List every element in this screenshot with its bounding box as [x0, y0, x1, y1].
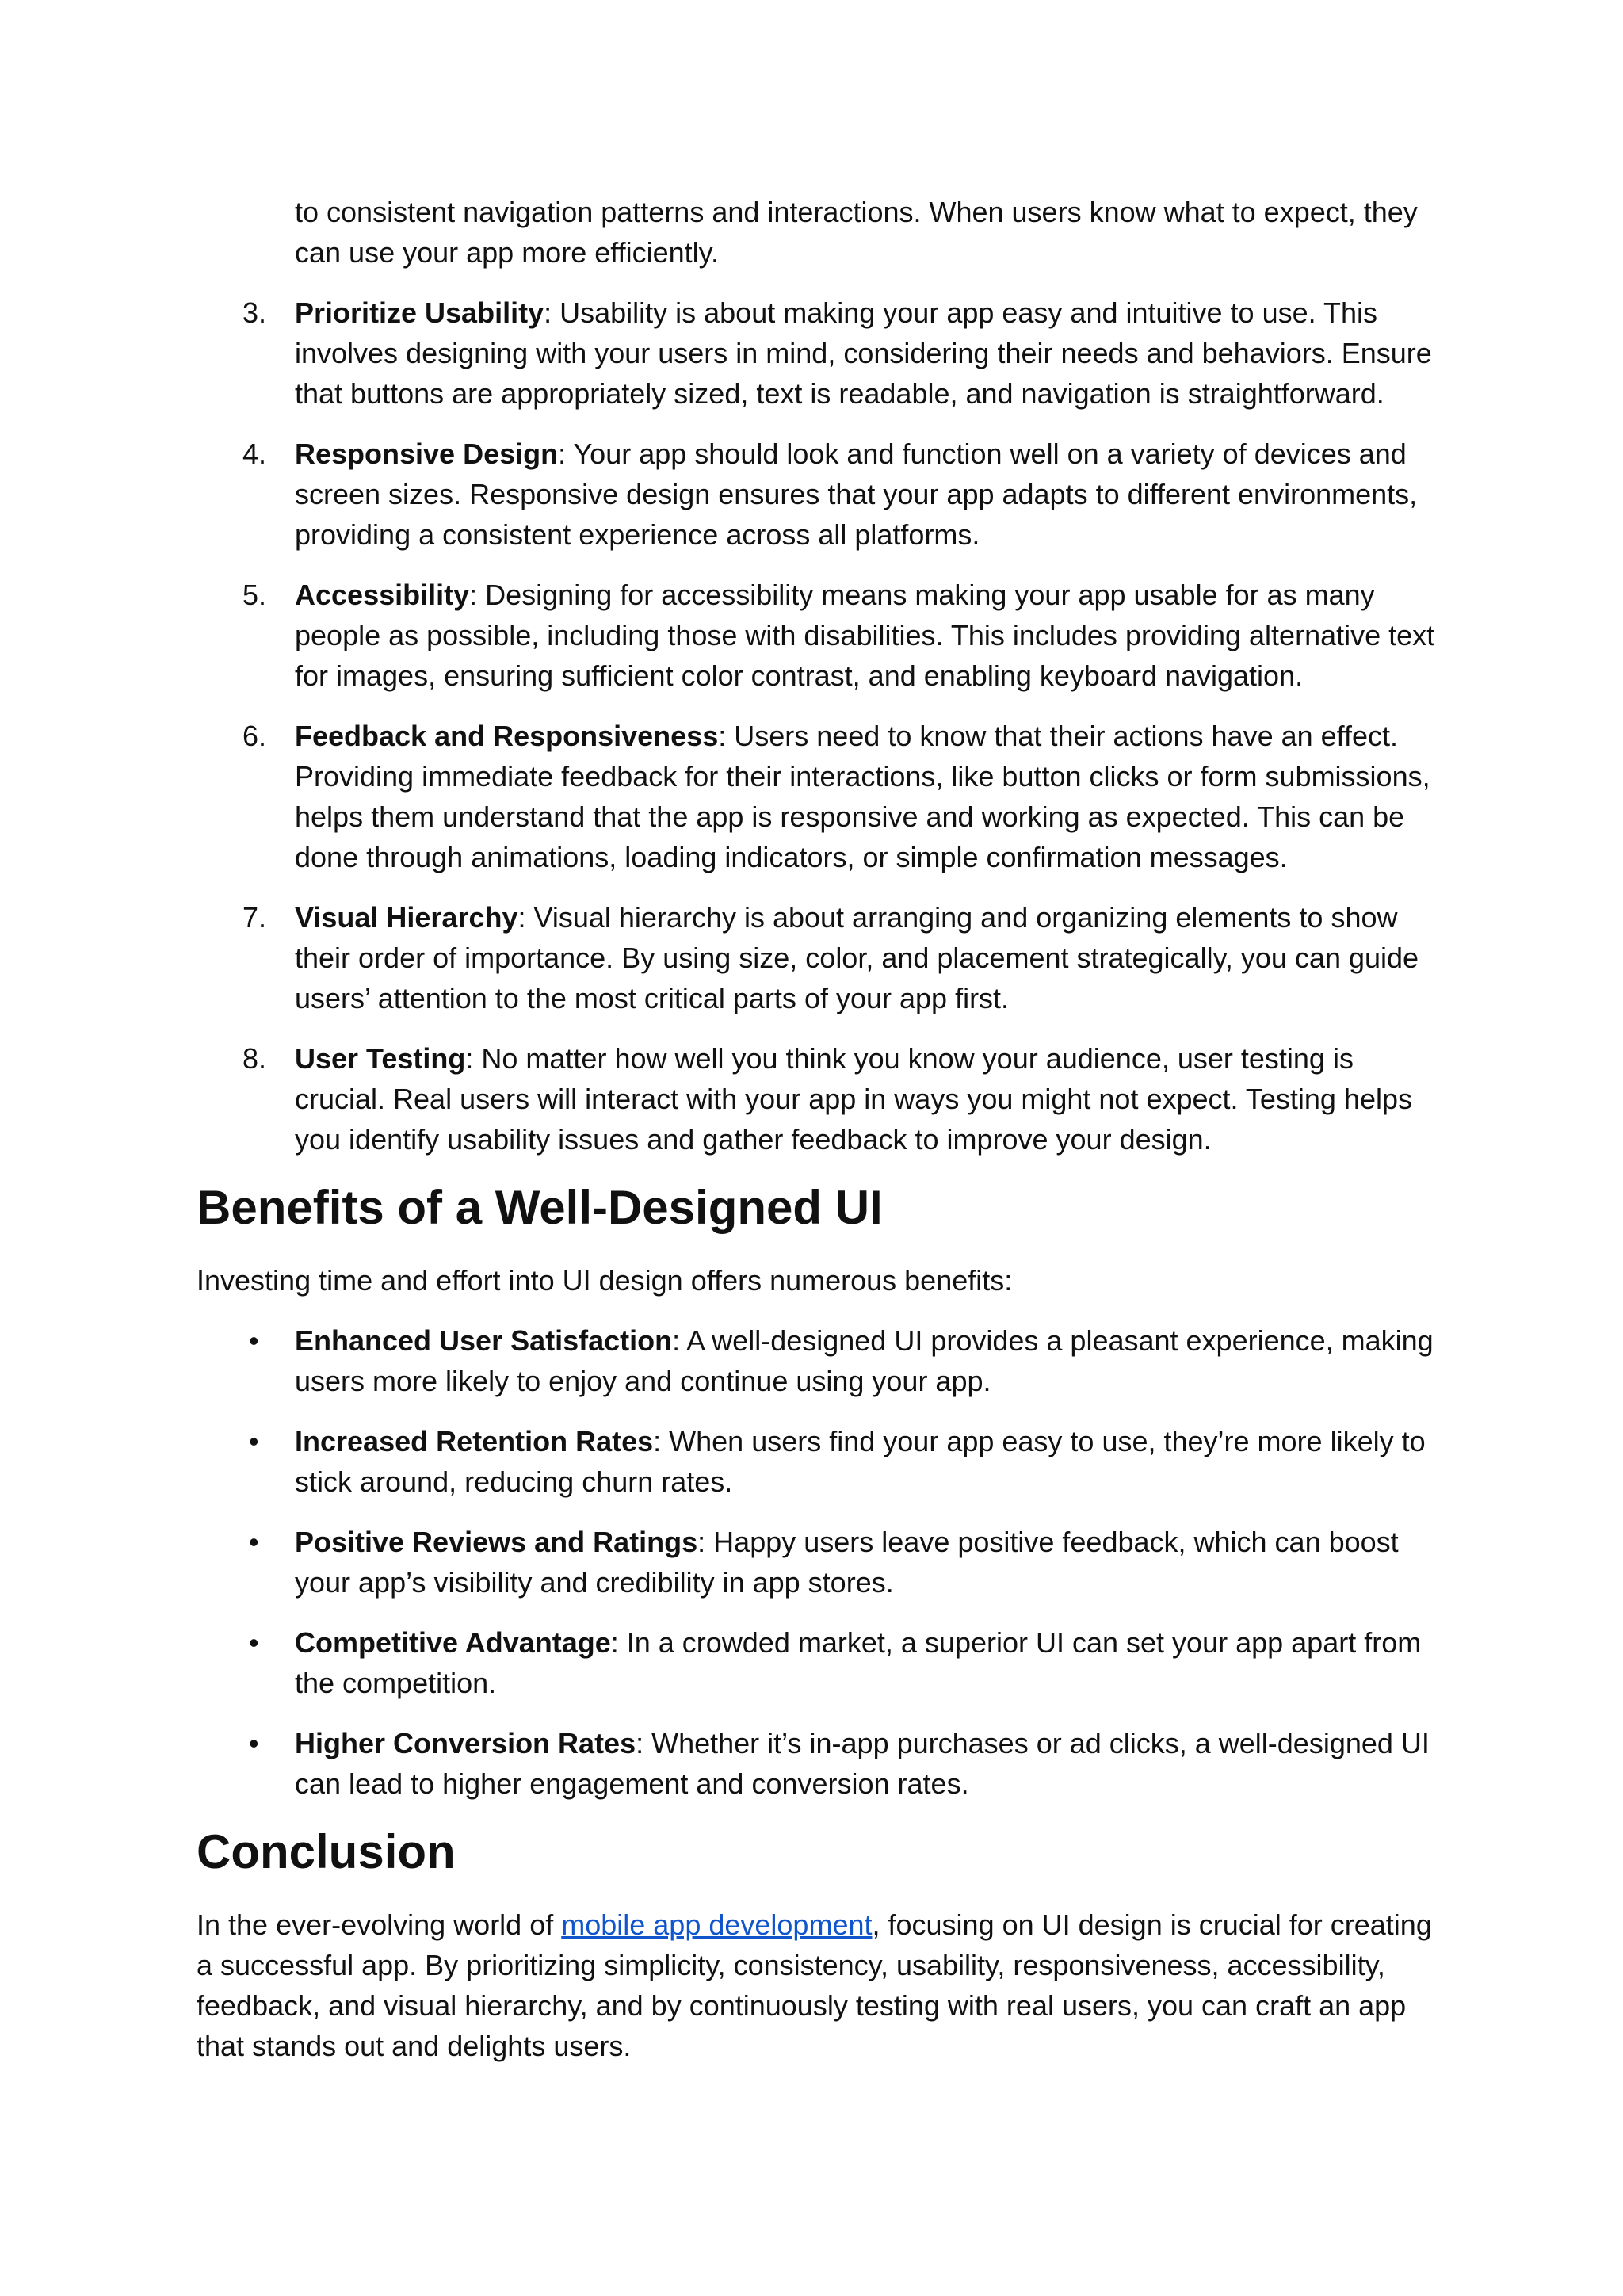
list-item-text: : Your app should look and function well on a variety of devices and screen sizes. Responsive design ensures that your app adapts to different environments, providing a consistent experience across all platforms.	[295, 437, 1418, 551]
list-item-title: Competitive Advantage	[295, 1626, 611, 1659]
list-item-text: : Users need to know that their actions have an effect. Providing immediate feedback for their interactions, like button clicks or form submissions, helps them understand that the app is responsive and working as expected. This can be done through animations, loading indicators, or simple confirmation messages.	[295, 720, 1430, 873]
bullet-icon: •	[249, 1425, 259, 1457]
list-item	[197, 1522, 1449, 1603]
conclusion-text-start: In the ever-evolving world of	[197, 1908, 562, 1941]
design-principles-list	[197, 292, 1449, 1159]
list-item-text: : Usability is about making your app easy and intuitive to use. This involves designing with your users in mind, considering their needs and behaviors. Ensure that buttons are appropriately sized, text is readable, and navigation is straightforward.	[295, 296, 1432, 410]
list-number: 6.	[242, 720, 267, 752]
conclusion-heading: Conclusion	[197, 1825, 456, 1878]
list-item-title: User Testing	[295, 1042, 466, 1075]
list-item-title: Feedback and Responsiveness	[295, 720, 719, 752]
bullet-icon: •	[249, 1526, 259, 1558]
conclusion-text-end: , focusing on UI design is crucial for creating a successful app. By prioritizing simplicity, consistency, usability, responsiveness, accessibility, feedback, and visual hierarchy, and by continuously testing with real users, you can craft an app that stands out and delights users.	[197, 1908, 1432, 2062]
list-item	[197, 1622, 1449, 1703]
list-item-title: Positive Reviews and Ratings	[295, 1526, 698, 1558]
list-item-text: : Designing for accessibility means making your app usable for as many people as possible, including those with disabilities. This includes providing alternative text for images, ensuring sufficient color contrast, and enabling keyboard navigation.	[295, 579, 1435, 692]
document-content	[197, 192, 1449, 2066]
list-item	[197, 292, 1449, 414]
bullet-icon: •	[249, 1626, 259, 1659]
list-item-text: : Visual hierarchy is about arranging and organizing elements to show their order of importance. By using size, color, and placement strategically, you can guide users’ attention to the most critical parts of your app first.	[295, 901, 1419, 1014]
list-item-continuation: to consistent navigation patterns and interactions. When users know what to expect, they can use your app more efficiently.	[295, 196, 1418, 269]
list-item-text: : In a crowded market, a superior UI can set your app apart from the competition.	[295, 1626, 1422, 1699]
mobile-app-development-link[interactable]: mobile app development	[561, 1908, 873, 1941]
list-item	[197, 1038, 1449, 1159]
list-item	[197, 434, 1449, 555]
list-item	[197, 575, 1449, 696]
list-number: 4.	[242, 437, 267, 470]
list-number: 5.	[242, 579, 267, 611]
bullet-icon: •	[249, 1727, 259, 1759]
benefits-list	[197, 1320, 1449, 1804]
list-item	[197, 1723, 1449, 1804]
list-item	[197, 1421, 1449, 1502]
bullet-icon: •	[249, 1324, 259, 1357]
list-item-title: Increased Retention Rates	[295, 1425, 654, 1457]
list-item	[197, 897, 1449, 1018]
list-item-text: : A well-designed UI provides a pleasant experience, making users more likely to enjoy and continue using your app.	[295, 1324, 1434, 1397]
list-item-title: Prioritize Usability	[295, 296, 544, 329]
list-number: 8.	[242, 1042, 267, 1075]
list-number: 3.	[242, 296, 267, 329]
list-number: 7.	[242, 901, 267, 934]
list-item	[197, 1320, 1449, 1401]
list-item	[197, 716, 1449, 877]
benefits-heading: Benefits of a Well-Designed UI	[197, 1181, 883, 1234]
list-item-title: Higher Conversion Rates	[295, 1727, 636, 1759]
list-item-title: Visual Hierarchy	[295, 901, 518, 934]
list-item-title: Responsive Design	[295, 437, 559, 470]
list-item-text: : Whether it’s in-app purchases or ad clicks, a well-designed UI can lead to higher engagement and conversion rates.	[295, 1727, 1430, 1800]
list-item-text: : No matter how well you think you know your audience, user testing is crucial. Real users will interact with your app in ways you might not expect. Testing helps you identify usability issues and gather feedback to improve your design.	[295, 1042, 1412, 1156]
list-item-text: : Happy users leave positive feedback, which can boost your app’s visibility and credibility in app stores.	[295, 1526, 1399, 1599]
list-item-title: Accessibility	[295, 579, 470, 611]
list-item-text: : When users find your app easy to use, they’re more likely to stick around, reducing churn rates.	[295, 1425, 1426, 1498]
list-item-title: Enhanced User Satisfaction	[295, 1324, 673, 1357]
conclusion-paragraph	[197, 1904, 1449, 2066]
benefits-intro: Investing time and effort into UI design offers numerous benefits:	[197, 1264, 1013, 1297]
